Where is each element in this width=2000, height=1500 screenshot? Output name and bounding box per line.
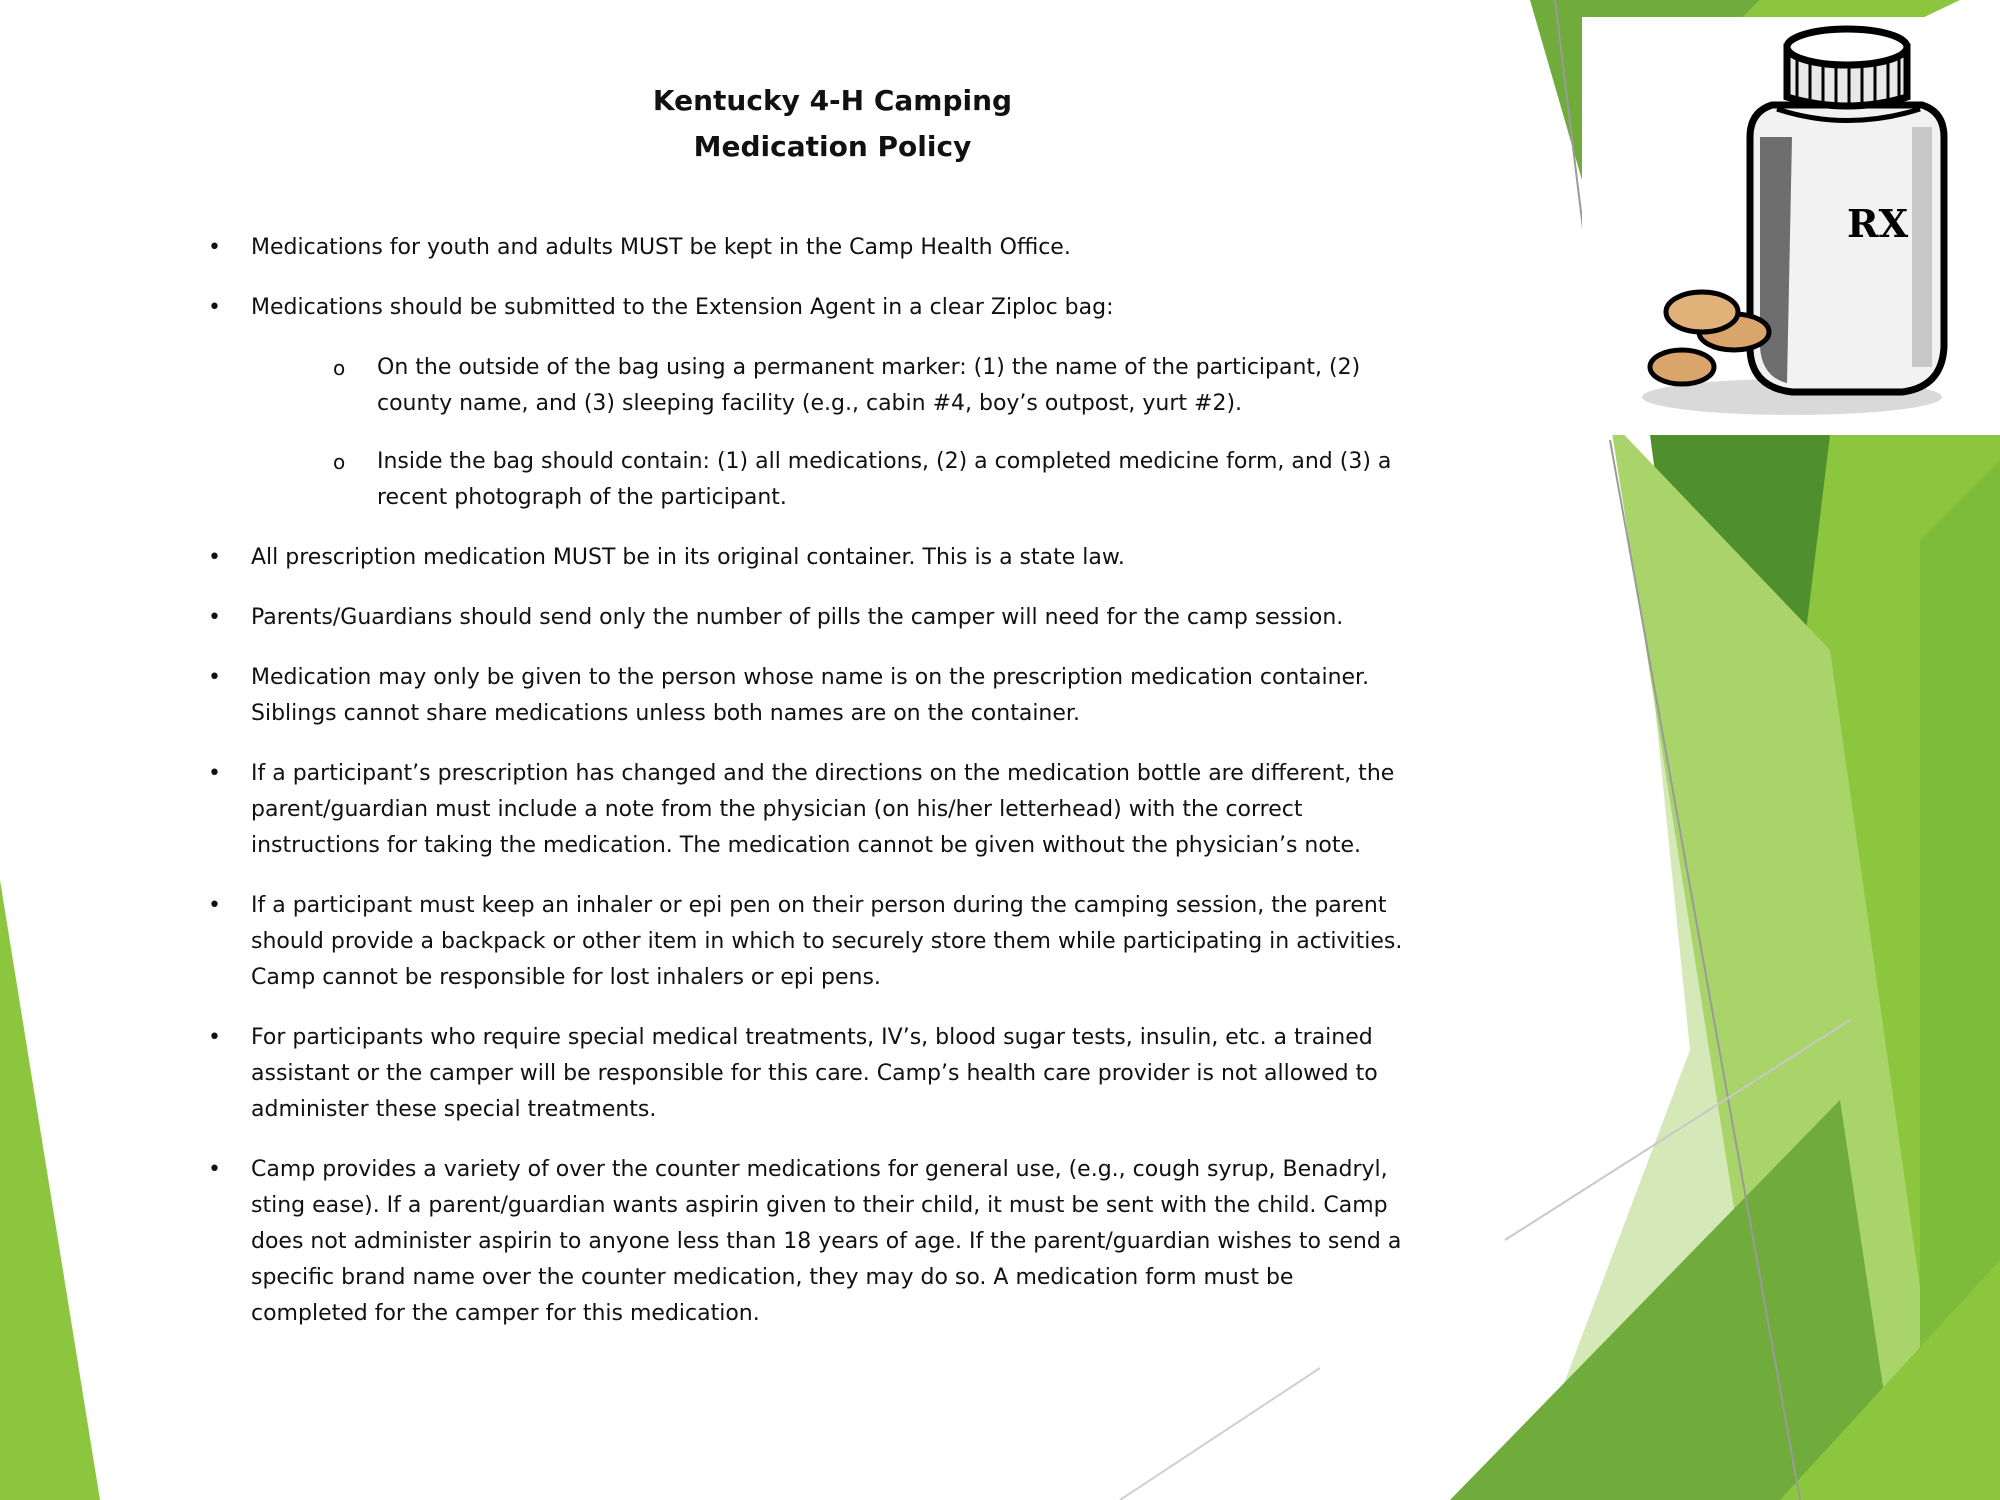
list-item-text: If a participant’s prescription has changed and the directions on the medication bottle are different, the parent/guardian must include a note from the physician (on his/her letterhead) with the correct instructions for taking the medication. The medication cannot be given without the physician’s note. (251, 761, 1395, 858)
document-title (0, 78, 1665, 170)
list-item-text: For participants who require special medical treatments, IV’s, blood sugar tests, insulin, etc. a trained assistant or the camper will be responsible for this care. Camp’s health care provider is not allowed to administer these special treatments. (251, 1025, 1378, 1122)
sub-bullet-icon: o (333, 356, 346, 380)
list-item-text: If a participant must keep an inhaler or epi pen on their person during the camping session, the parent should provide a backpack or other item in which to securely store them while participating in activities. Camp cannot be responsible for lost inhalers or epi pens. (251, 893, 1403, 990)
sub-bullet-icon: o (333, 450, 346, 474)
list-item (208, 1152, 1413, 1332)
sub-list-item-text: On the outside of the bag using a permanent marker: (1) the name of the participant, (2) county name, and (3) sleeping facility (e.g., cabin #4, boy’s outpost, yurt #2). (377, 355, 1361, 416)
sub-list (251, 350, 1413, 516)
bullet-icon: • (208, 605, 221, 630)
list-item-text: Camp provides a variety of over the counter medications for general use, (e.g., cough syrup, Benadryl, sting ease). If a parent/guardian wants aspirin given to their child, it must be sent with the child. Camp does not administer aspirin to anyone less than 18 years of age. If the parent/guardian wishes to send a specific brand name over the counter medication, they may do so. A medication form must be completed for the camper for this medication. (251, 1157, 1402, 1326)
sub-list-item (251, 444, 1413, 516)
bullet-icon: • (208, 1157, 221, 1182)
bullet-icon: • (208, 1025, 221, 1050)
prescription-bottle-image (1582, 17, 1960, 435)
list-item-text: Medication may only be given to the person whose name is on the prescription medication container. Siblings cannot share medications unless both names are on the container. (251, 665, 1370, 726)
list-item-text: Parents/Guardians should send only the number of pills the camper will need for the camp session. (251, 605, 1344, 630)
sub-list-item (251, 350, 1413, 422)
sub-list-item-text: Inside the bag should contain: (1) all medications, (2) a completed medicine form, and (3) a recent photograph of the participant. (377, 449, 1392, 510)
list-item (208, 888, 1413, 996)
bullet-icon: • (208, 545, 221, 570)
title-line-2: Medication Policy (693, 130, 972, 163)
list-item (208, 290, 1413, 516)
list-item-text: All prescription medication MUST be in its original container. This is a state law. (251, 545, 1125, 570)
list-item (208, 1020, 1413, 1128)
list-item (208, 660, 1413, 732)
list-item (208, 600, 1413, 636)
list-item (208, 756, 1413, 864)
list-item-text: Medications for youth and adults MUST be kept in the Camp Health Office. (251, 235, 1071, 260)
list-item (208, 540, 1413, 576)
policy-list (208, 230, 1413, 1356)
prescription-bottle-icon (1582, 17, 1960, 435)
list-item (208, 230, 1413, 266)
bullet-icon: • (208, 893, 221, 918)
bullet-icon: • (208, 235, 221, 260)
bullet-icon: • (208, 295, 221, 320)
list-item-text: Medications should be submitted to the Extension Agent in a clear Ziploc bag: (251, 295, 1114, 320)
bullet-icon: • (208, 761, 221, 786)
title-line-1: Kentucky 4-H Camping (652, 84, 1013, 117)
rx-label: RX (1847, 201, 1909, 246)
bullet-icon: • (208, 665, 221, 690)
